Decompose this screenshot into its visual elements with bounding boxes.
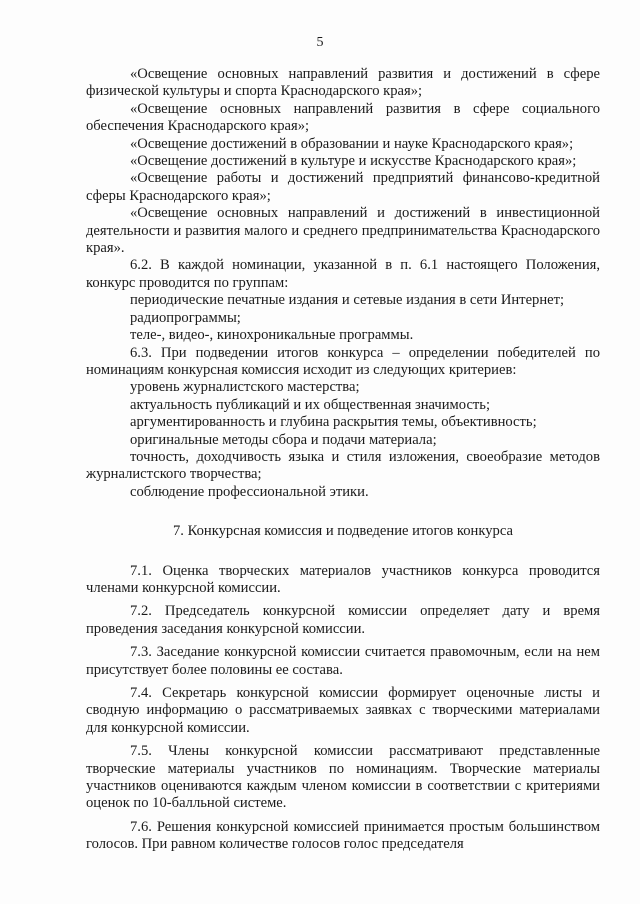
paragraph: «Освещение основных направлений развития и достижений в сфере физической культуры и спорта Краснодарского края»; [86, 66, 600, 100]
paragraph: «Освещение основных направлений развития в сфере социального обеспечения Краснодарского края»; [86, 100, 600, 135]
section-heading: 7. Конкурсная комиссия и подведение итогов конкурса [173, 523, 513, 540]
list-item: соблюдение профессиональной этики. [130, 483, 369, 500]
section-6-continuation [86, 66, 600, 501]
paragraph: 7.6. Решения конкурсной комиссией принимается простым большинством голосов. При равном количестве голосов голос председателя [86, 818, 600, 853]
list-item: периодические печатные издания и сетевые издания в сети Интернет; [130, 292, 565, 309]
paragraph: «Освещение основных направлений и достижений в инвестиционной деятельности и развития малого и среднего предпринимательства Краснодарского края». [86, 205, 600, 257]
page-number: 5 [316, 35, 324, 50]
paragraph: 7.5. Члены конкурсной комиссии рассматривают представленные творческие материалы участников по номинациям. Творческие материалы участников оцениваются каждым членом комиссии в соответствии с критериями оценок по 10-балльной системе. [86, 743, 600, 812]
list-item: аргументированность и глубина раскрытия темы, объективность; [130, 414, 537, 431]
section-7 [86, 563, 600, 854]
list-item: уровень журналистского мастерства; [130, 379, 360, 396]
document-body [86, 66, 600, 854]
list-item: теле-, видео-, кинохроникальные программы. [130, 327, 414, 344]
paragraph: 7.2. Председатель конкурсной комиссии определяет дату и время проведения заседания конкурсной комиссии. [86, 603, 600, 637]
paragraph: 7.3. Заседание конкурсной комиссии считается правомочным, если на нем присутствует более половины ее состава. [86, 644, 600, 678]
paragraph: «Освещение работы и достижений предприятий финансово-кредитной сферы Краснодарского края»; [86, 170, 600, 204]
paragraph: 7.4. Секретарь конкурсной комиссии формирует оценочные листы и сводную информацию о рассматриваемых заявках с творческими материалами для конкурсной комиссии. [86, 685, 600, 736]
paragraph: 7.1. Оценка творческих материалов участников конкурса проводится членами конкурсной комиссии. [86, 562, 600, 596]
list-item: радиопрограммы; [130, 309, 241, 326]
list-item: актуальность публикаций и их общественная значимость; [130, 396, 491, 413]
paragraph: «Освещение достижений в образовании и науке Краснодарского края»; [130, 135, 574, 152]
list-item: точность, доходчивость языка и стиля изложения, своеобразие методов журналистского творчества; [86, 448, 600, 483]
list-item: оригинальные методы сбора и подачи материала; [130, 431, 437, 448]
paragraph: 6.3. При подведении итогов конкурса – определении победителей по номинациям конкурсная комиссия исходит из следующих критериев: [86, 344, 600, 378]
paragraph: 6.2. В каждой номинации, указанной в п. 6.1 настоящего Положения, конкурс проводится по группам: [86, 257, 600, 291]
paragraph: «Освещение достижений в культуре и искусстве Краснодарского края»; [130, 153, 577, 170]
